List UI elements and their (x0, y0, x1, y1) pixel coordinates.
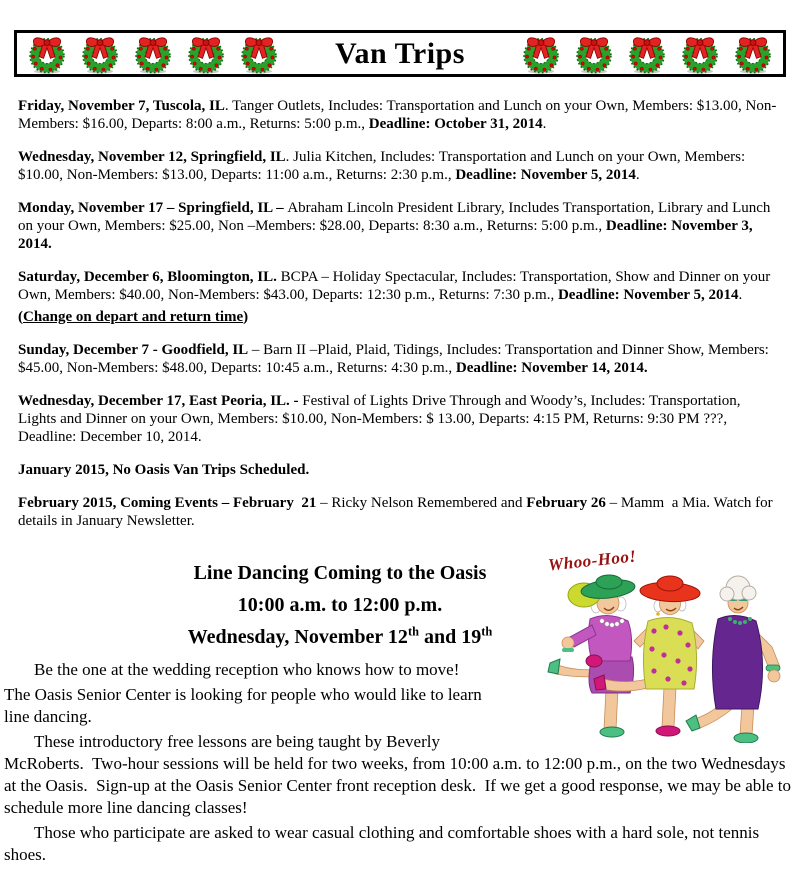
whoo-hoo-caption: Whoo-Hoo! (547, 546, 638, 575)
wreath-icon (572, 34, 616, 74)
trip-entry: Wednesday, December 17, East Peoria, IL. - Festival of Lights Drive Through and Woody’s, Includes: Transportation, Lights and Dinner on your Own, Members: $10.00, Non-Members: $ 13.00, Departs: 4:15 PM, Returns: 9:30 PM ???, Deadline: December 10, 2014. (18, 393, 745, 445)
trip-entry: Friday, November 7, Tuscola, IL. Tanger Outlets, Includes: Transportation and Lunch on your Own, Members: $13.00, Non-Members: $16.00, Departs: 8:00 a.m., Returns: 5:00 p.m., Deadline: October 31, 2014. (18, 98, 777, 132)
wreath-icon (131, 34, 175, 74)
wreath-icon (678, 34, 722, 74)
line-dancing-section (0, 545, 800, 866)
dance-paragraph: Those who participate are asked to wear casual clothing and comfortable shoes with a hard sole, not tennis shoes. (4, 823, 764, 864)
van-trips-header-banner (14, 30, 786, 77)
trip-entry: Saturday, December 6, Bloomington, IL. BCPA – Holiday Spectacular, Includes: Transportation, Show and Dinner on your Own, Members: $40.00, Non-Members: $43.00, Departs: 12:30 p.m., Returns: 7:30 p.m., Deadline: November 5, 2014. (18, 269, 775, 303)
trip-entry: Monday, November 17 – Springfield, IL – Abraham Lincoln President Library, Includes Transportation, Library and Lunch on your Own, Members: $25.00, Non –Members: $28.00, Departs: 8:30 a.m., Returns: 5:00 p.m., Deadline: November 3, 2014. (18, 200, 775, 252)
wreath-icon (237, 34, 281, 74)
wreath-icon (184, 34, 228, 74)
trip-entry-february-note: February 2015, Coming Events – February 21 – Ricky Nelson Remembered and February 26 – Mamm a Mia. Watch for details in January Newsletter. (18, 495, 777, 529)
page-title: Van Trips (335, 36, 465, 70)
dance-heading-title: Line Dancing Coming to the Oasis (193, 562, 487, 584)
wreath-icon (78, 34, 122, 74)
dancing-ladies-illustration (546, 546, 794, 743)
dance-heading-time: 10:00 a.m. to 12:00 p.m. (237, 594, 443, 616)
dance-paragraph: Be the one at the wedding reception who knows how to move! (34, 660, 460, 679)
wreath-icon (519, 34, 563, 74)
trip-entry: Sunday, December 7 - Goodfield, IL – Barn II –Plaid, Plaid, Tidings, Includes: Transportation and Dinner Show, Members: $45.00, Non-Members: $48.00, Departs: 10:45 a.m., Returns: 4:30 p.m., Deadline: November 14, 2014. (18, 342, 773, 376)
wreath-icon (625, 34, 669, 74)
trip-entry-january-note: January 2015, No Oasis Van Trips Scheduled. (18, 462, 310, 478)
wreath-icon (731, 34, 775, 74)
dance-heading-dates: Wednesday, November 12th and 19th (187, 624, 493, 648)
wreath-row-right (519, 34, 775, 74)
newsletter-page (0, 30, 800, 893)
dance-paragraph: These introductory free lessons are being taught by Beverly McRoberts. Two-hour sessions will be held for two weeks, from 10:00 a.m. to 12:00 p.m., on the two Wednesdays at the Oasis. Sign-up at the Oasis Senior Center front reception desk. If we get a good response, we may be able to schedule more line dancing classes! (4, 732, 796, 817)
dance-paragraph: The Oasis Senior Center is looking for people who would like to learn line dancing. (4, 685, 482, 726)
wreath-row-left (25, 34, 281, 74)
trip-entry: Wednesday, November 12, Springfield, IL. Julia Kitchen, Includes: Transportation and Lunch on your Own, Members: $10.00, Non-Members: $13.00, Departs: 11:00 a.m., Returns: 2:30 p.m., Deadline: November 5, 2014. (18, 149, 749, 183)
trip-change-note: (Change on depart and return time) (18, 309, 249, 325)
three-dancing-ladies-icon (546, 571, 792, 743)
wreath-icon (25, 34, 69, 74)
trips-list (18, 97, 782, 530)
